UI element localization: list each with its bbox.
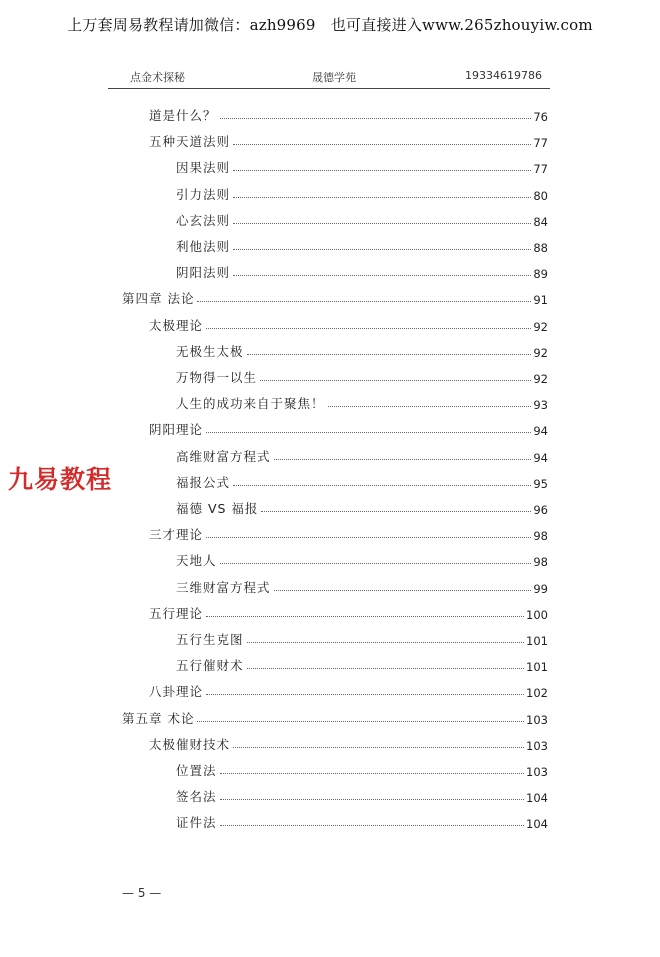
toc-entry-page: 103 [526,738,548,753]
toc-entry-label: 无极生太极 [176,343,244,359]
toc-entry-page: 94 [533,450,548,465]
toc-leader-dots [233,144,531,145]
toc-entry[interactable] [149,521,548,543]
toc-leader-dots [233,275,531,276]
toc-entry-label: 太极理论 [149,317,204,333]
toc-entry[interactable] [176,757,548,779]
toc-leader-dots [197,721,524,722]
toc-leader-dots [261,511,531,512]
toc-entry-page: 92 [533,319,548,334]
toc-entry-page: 84 [533,214,548,229]
watermark-logo: 九易教程 [8,465,113,494]
toc-entry[interactable] [176,233,548,255]
toc-entry-page: 104 [526,791,548,806]
toc-leader-dots [233,223,531,224]
toc-entry-page: 95 [533,476,548,491]
toc-entry-page: 99 [533,581,548,596]
toc-entry[interactable] [176,495,548,517]
toc-entry-label: 万物得一以生 [176,370,258,385]
toc-entry-label: 福德 VS 福报 [176,501,259,516]
header-phone: 19334619786 [465,69,542,82]
toc-entry-page: 102 [526,686,548,701]
toc-entry-page: 96 [533,503,548,517]
toc-entry-page: 93 [533,398,548,413]
toc-leader-dots [233,197,531,198]
toc-entry-label: 高维财富方程式 [176,448,271,464]
toc-entry-label: 八卦理论 [149,684,204,700]
header-book-title: 点金术探秘 [130,71,185,84]
toc-entry-label: 福报公式 [176,474,231,490]
toc-entry[interactable] [149,128,548,150]
toc-entry-page: 103 [526,765,548,779]
toc-entry[interactable] [176,338,548,360]
toc-entry-page: 101 [526,634,548,648]
toc-leader-dots [233,170,531,171]
toc-entry-label: 天地人 [176,553,217,569]
toc-entry-label: 三维财富方程式 [176,579,271,595]
toc-entry-label: 第四章 法论 [122,291,195,307]
toc-leader-dots [247,354,532,355]
toc-leader-dots [206,694,524,695]
toc-entry-label: 五种天道法则 [149,134,231,150]
toc-entry[interactable] [149,731,548,753]
toc-entry[interactable] [176,469,548,491]
toc-leader-dots [274,459,532,460]
toc-leader-dots [220,773,525,774]
toc-entry-label: 三才理论 [149,527,204,543]
toc-leader-dots [233,485,531,486]
toc-leader-dots [247,642,525,643]
toc-entry[interactable] [176,259,548,281]
toc-entry[interactable] [176,207,548,229]
toc-entry-page: 100 [526,607,548,622]
toc-entry[interactable] [176,626,548,648]
toc-leader-dots [197,301,531,302]
toc-entry[interactable] [176,443,548,465]
toc-entry-label: 道是什么？ [149,108,217,123]
toc-entry-label: 证件法 [176,815,217,831]
toc-entry-page: 104 [526,817,548,832]
toc-leader-dots [206,537,531,538]
toc-entry-page: 98 [533,529,548,544]
toc-entry-page: 103 [526,712,548,727]
toc-entry-label: 五行催财术 [176,658,244,674]
toc-entry-label: 五行生克图 [176,632,244,647]
toc-entry[interactable] [122,285,548,307]
toc-entry[interactable] [176,574,548,596]
toc-entry[interactable] [149,416,548,438]
toc-leader-dots [206,616,524,617]
toc-entry[interactable] [149,102,548,124]
toc-leader-dots [220,799,525,800]
toc-leader-dots [328,406,532,407]
toc-entry-label: 引力法则 [176,186,231,202]
toc-entry-label: 心玄法则 [176,212,231,228]
toc-entry-page: 89 [533,267,548,282]
toc-entry-page: 76 [533,110,548,124]
toc-entry-label: 位置法 [176,763,217,778]
page-number: — 5 — [122,886,162,900]
page-header [108,66,550,89]
toc-entry[interactable] [149,600,548,622]
toc-entry[interactable] [176,652,548,674]
toc-entry[interactable] [176,181,548,203]
promo-banner: 上万套周易教程请加微信：azh9969 也可直接进入www.265zhouyiw.com [67,16,593,34]
toc-leader-dots [274,590,532,591]
toc-entry[interactable] [176,390,548,412]
toc-entry-page: 94 [533,424,548,439]
toc-entry-label: 阴阳理论 [149,422,204,438]
toc-entry-page: 88 [533,241,548,255]
toc-entry-label: 五行理论 [149,605,204,621]
toc-entry[interactable] [176,154,548,176]
toc-entry-page: 91 [533,293,548,308]
toc-entry-label: 利他法则 [176,239,231,254]
toc-entry-page: 77 [533,162,548,177]
toc-entry-label: 太极催财技术 [149,736,231,752]
toc-entry-label: 人生的成功来自于聚焦！ [176,396,325,412]
toc-entry[interactable] [176,364,548,386]
toc-entry-page: 77 [533,136,548,151]
toc-entry[interactable] [176,809,548,831]
toc-entry[interactable] [149,678,548,700]
toc-entry[interactable] [122,705,548,727]
toc-leader-dots [260,380,531,381]
toc-leader-dots [233,249,531,250]
toc-leader-dots [206,328,531,329]
toc-leader-dots [220,563,532,564]
toc-leader-dots [220,118,532,119]
toc-entry-page: 98 [533,555,548,570]
toc-entry-page: 92 [533,372,548,386]
toc-entry-page: 92 [533,345,548,360]
toc-entry-label: 阴阳法则 [176,265,231,281]
toc-entry-page: 80 [533,188,548,203]
header-publisher: 晟德学苑 [312,71,356,84]
toc-entry[interactable] [176,547,548,569]
toc-leader-dots [220,825,525,826]
toc-leader-dots [206,432,531,433]
toc-entry[interactable] [149,312,548,334]
toc-entry-label: 签名法 [176,789,217,805]
toc-entry-label: 因果法则 [176,160,231,176]
toc-leader-dots [233,747,524,748]
toc-entry-page: 101 [526,660,548,675]
toc-entry[interactable] [176,783,548,805]
toc-leader-dots [247,668,525,669]
toc-entry-label: 第五章 术论 [122,710,195,726]
